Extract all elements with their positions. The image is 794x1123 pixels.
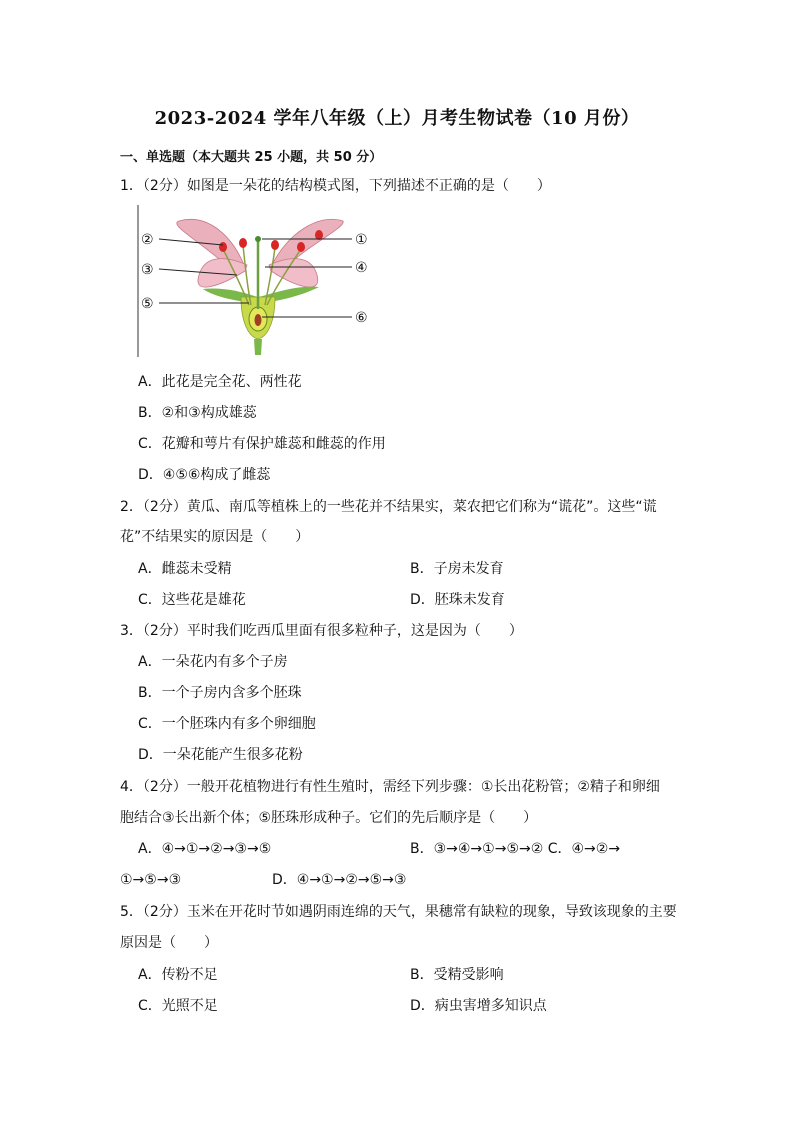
q4-option-d[interactable]: D．④→①→②→⑤→③ <box>272 872 407 888</box>
question-4-stem-line-1: 4．（2分）一般开花植物进行有性生殖时，需经下列步骤：①长出花粉管；②精子和卵细 <box>120 779 660 795</box>
figure-label-2: ② <box>141 232 154 248</box>
q5-option-c[interactable]: C．光照不足 <box>138 998 218 1014</box>
q3-option-a[interactable]: A．一朵花内有多个子房 <box>138 654 288 670</box>
q1-option-d[interactable]: D．④⑤⑥构成了雌蕊 <box>138 467 271 483</box>
ovule <box>255 314 262 326</box>
q4-option-b-c[interactable]: B．③→④→①→⑤→② C．④→②→ <box>410 841 621 857</box>
flower-stalk <box>254 339 262 355</box>
q1-option-a[interactable]: A．此花是完全花、两性花 <box>138 374 302 390</box>
stigma <box>255 236 261 242</box>
q4-option-c-continued[interactable]: ①→⑤→③ <box>120 872 182 888</box>
anther-5 <box>315 230 323 240</box>
exam-title: 2023-2024 学年八年级（上）月考生物试卷（10 月份） <box>154 108 640 129</box>
q2-option-a[interactable]: A．雌蕊未受精 <box>138 561 232 577</box>
section-heading: 一、单选题（本大题共 25 小题，共 50 分） <box>120 150 383 165</box>
figure-label-5: ⑤ <box>141 296 154 312</box>
q2-option-d[interactable]: D．胚珠未发育 <box>410 592 505 608</box>
right-petal-2 <box>269 259 318 287</box>
question-4-stem-line-2: 胞结合③长出新个体；⑤胚珠形成种子。它们的先后顺序是（ ） <box>120 810 538 826</box>
question-2-stem-line-1: 2．（2分）黄瓜、南瓜等植株上的一些花并不结果实，菜农把它们称为“谎花”。这些“谎 <box>120 499 657 515</box>
question-3-stem: 3．（2分）平时我们吃西瓜里面有很多粒种子，这是因为（ ） <box>120 623 523 639</box>
figure-label-6: ⑥ <box>355 310 368 326</box>
figure-label-1: ① <box>355 232 368 248</box>
q3-option-c[interactable]: C．一个胚珠内有多个卵细胞 <box>138 716 316 732</box>
flower-structure-diagram <box>137 205 377 357</box>
question-2-stem-line-2: 花”不结果实的原因是（ ） <box>120 529 310 545</box>
question-1-stem: 1．（2分）如图是一朵花的结构模式图，下列描述不正确的是（ ） <box>120 178 551 194</box>
anther-2 <box>239 238 247 248</box>
question-5-stem-line-2: 原因是（ ） <box>120 935 218 951</box>
q2-option-b[interactable]: B．子房未发育 <box>410 561 504 577</box>
figure-label-4: ④ <box>355 260 368 276</box>
q5-option-d[interactable]: D．病虫害增多知识点 <box>410 998 547 1014</box>
figure-label-3: ③ <box>141 262 154 278</box>
question-5-stem-line-1: 5．（2分）玉米在开花时节如遇阴雨连绵的天气，果穗常有缺粒的现象，导致该现象的主要 <box>120 904 677 920</box>
q1-option-c[interactable]: C．花瓣和萼片有保护雄蕊和雌蕊的作用 <box>138 436 386 452</box>
q3-option-d[interactable]: D．一朵花能产生很多花粉 <box>138 747 303 763</box>
anther-4 <box>297 242 305 252</box>
q2-option-c[interactable]: C．这些花是雄花 <box>138 592 246 608</box>
q1-option-b[interactable]: B．②和③构成雄蕊 <box>138 405 257 421</box>
q3-option-b[interactable]: B．一个子房内含多个胚珠 <box>138 685 302 701</box>
q4-option-a[interactable]: A．④→①→②→③→⑤ <box>138 841 272 857</box>
anther-1 <box>219 242 227 252</box>
q5-option-a[interactable]: A．传粉不足 <box>138 967 218 983</box>
q5-option-b[interactable]: B．受精受影响 <box>410 967 504 983</box>
anther-3 <box>271 240 279 250</box>
